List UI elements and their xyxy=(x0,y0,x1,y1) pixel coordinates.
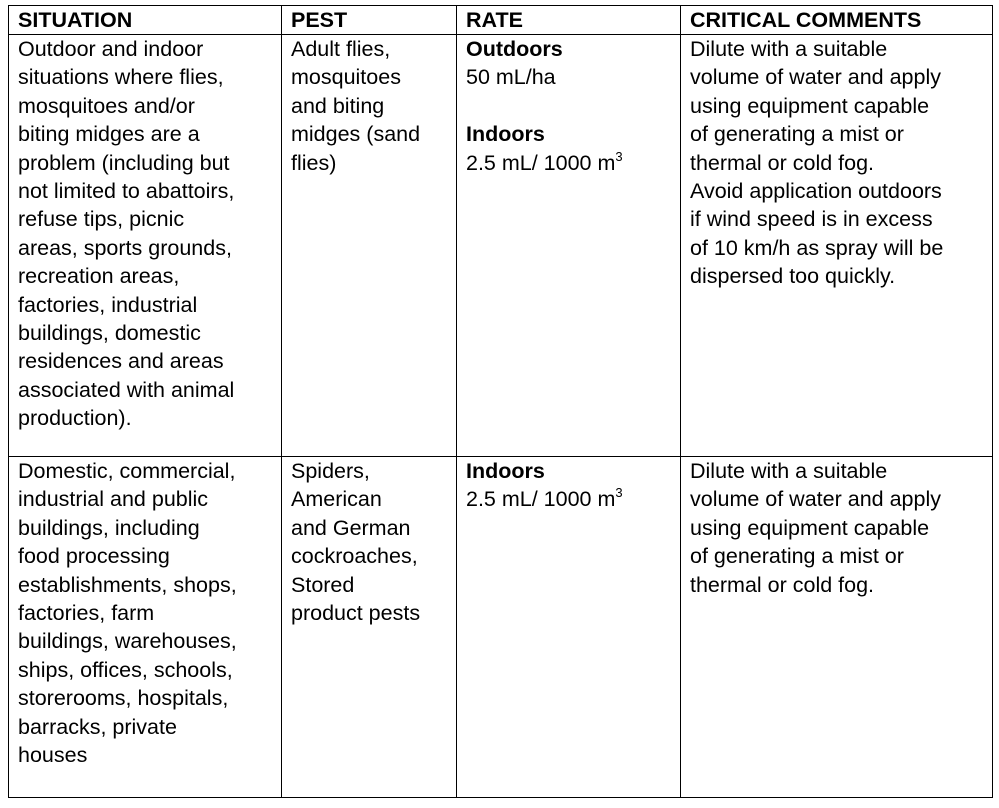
situation-line: establishments, shops, xyxy=(18,572,237,597)
situation-line: houses xyxy=(18,743,88,768)
rate-indoors-value: 2.5 mL/ 1000 m xyxy=(466,487,616,512)
rate-outdoors-label: Outdoors xyxy=(466,37,563,61)
situation-line: associated with animal xyxy=(18,377,235,402)
comment-line: thermal or cold fog. xyxy=(690,150,875,175)
pest-line: cockroaches, xyxy=(291,544,418,569)
situation-line: industrial and public xyxy=(18,487,209,512)
pest-line: American xyxy=(291,487,382,512)
header-critical-comments: CRITICAL COMMENTS xyxy=(681,6,993,35)
rate-indoors-exponent: 3 xyxy=(615,485,623,501)
table-row xyxy=(9,35,993,457)
situation-line: not limited to abattoirs, xyxy=(18,179,235,204)
situation-line: buildings, including xyxy=(18,515,200,540)
comment-line: of 10 km/h as spray will be xyxy=(690,235,944,260)
pest-line: and biting xyxy=(291,93,385,118)
header-pest: PEST xyxy=(282,6,457,35)
situation-line: storerooms, hospitals, xyxy=(18,686,229,711)
situation-line: refuse tips, picnic xyxy=(18,207,185,232)
rate-cell xyxy=(457,457,681,798)
situation-line: factories, farm xyxy=(18,601,155,626)
pest-cell xyxy=(282,35,457,457)
rate-cell xyxy=(457,35,681,457)
situation-line: recreation areas, xyxy=(18,264,180,289)
situation-line: biting midges are a xyxy=(18,122,200,147)
rate-indoors-line xyxy=(466,149,674,177)
pest-line: Adult flies, xyxy=(291,37,391,61)
comments-cell xyxy=(681,457,993,798)
situation-line: factories, industrial xyxy=(18,292,198,317)
situation-cell xyxy=(9,457,282,798)
rate-indoors-exponent: 3 xyxy=(615,148,623,164)
situation-cell xyxy=(9,35,282,457)
rate-outdoors-value: 50 mL/ha xyxy=(466,65,556,90)
pest-line: midges (sand xyxy=(291,122,421,147)
header-situation: SITUATION xyxy=(9,6,282,35)
header-rate: RATE xyxy=(457,6,681,35)
situation-line: problem (including but xyxy=(18,150,230,175)
comment-line: using equipment capable xyxy=(690,515,930,540)
table-row xyxy=(9,457,993,798)
comments-cell xyxy=(681,35,993,457)
comment-line: Avoid application outdoors xyxy=(690,179,942,204)
situation-line: areas, sports grounds, xyxy=(18,235,232,260)
comment-line: of generating a mist or xyxy=(690,122,904,147)
situation-line: barracks, private xyxy=(18,714,177,739)
directions-for-use-table xyxy=(8,5,993,798)
comment-line: of generating a mist or xyxy=(690,544,904,569)
situation-line: Domestic, commercial, xyxy=(18,459,236,483)
pest-line: product pests xyxy=(291,601,421,626)
comment-line: using equipment capable xyxy=(690,93,930,118)
pest-line: Stored xyxy=(291,572,355,597)
situation-line: mosquitoes and/or xyxy=(18,93,195,118)
pest-line: flies) xyxy=(291,150,337,175)
rate-spacer xyxy=(466,92,674,120)
comment-line: volume of water and apply xyxy=(690,487,941,512)
rate-indoors-label: Indoors xyxy=(466,122,545,147)
situation-line: food processing xyxy=(18,544,170,569)
pest-cell xyxy=(282,457,457,798)
rate-indoors-line xyxy=(466,485,674,513)
comment-line: thermal or cold fog. xyxy=(690,572,875,597)
situation-line: ships, offices, schools, xyxy=(18,657,233,682)
situation-line: buildings, domestic xyxy=(18,321,201,346)
comment-line: dispersed too quickly. xyxy=(690,264,896,289)
situation-line: production). xyxy=(18,406,132,431)
header-row xyxy=(9,6,993,35)
rate-indoors-label: Indoors xyxy=(466,459,545,483)
situation-line: residences and areas xyxy=(18,349,224,374)
situation-line: Outdoor and indoor xyxy=(18,37,204,61)
comment-line: Dilute with a suitable xyxy=(690,459,888,483)
pest-line: and German xyxy=(291,515,411,540)
pest-line: mosquitoes xyxy=(291,65,401,90)
situation-line: situations where flies, xyxy=(18,65,224,90)
comment-line: volume of water and apply xyxy=(690,65,941,90)
comment-line: Dilute with a suitable xyxy=(690,37,888,61)
rate-indoors-value: 2.5 mL/ 1000 m xyxy=(466,150,616,175)
pest-line: Spiders, xyxy=(291,459,370,483)
situation-line: buildings, warehouses, xyxy=(18,629,237,654)
comment-line: if wind speed is in excess xyxy=(690,207,933,232)
